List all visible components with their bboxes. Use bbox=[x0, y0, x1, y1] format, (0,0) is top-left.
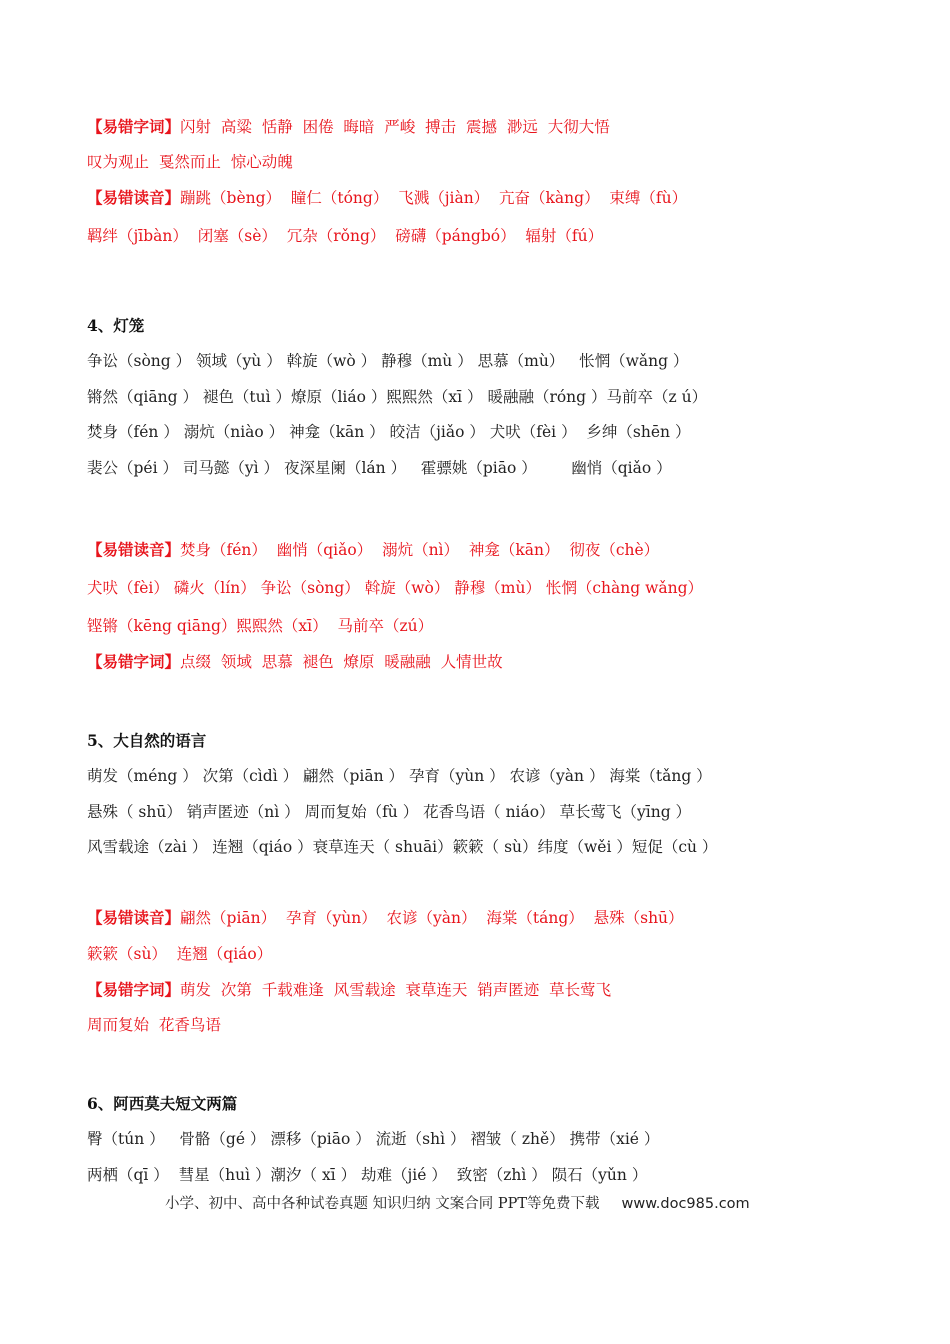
s4-words-text-1: 点缀 领域 思慕 褪色 燎原 暖融融 人情世故 bbox=[180, 653, 503, 671]
s4-line-2: 锵然（qiāng ） 褪色（tuì ）燎原（liáo ）熙熙然（xī ） 暖融融（róng ）马前卒（z ú） bbox=[87, 388, 708, 406]
s4-pron-line-1 bbox=[87, 540, 910, 560]
s4-pron-line-2: 犬吠（fèi） 磷火（lín） 争讼（sòng） 斡旋（wò） 静穆（mù） 怅惘（chàng wǎng） bbox=[87, 579, 704, 597]
s3-words-line-1 bbox=[87, 117, 910, 137]
s5-heading: 5、大自然的语言 bbox=[87, 731, 207, 750]
s6-heading: 6、阿西莫夫短文两篇 bbox=[87, 1094, 238, 1113]
s3-pron-text-1: 蹦跳（bèng） 瞳仁（tóng） 飞溅（jiàn） 亢奋（kàng） 束缚（fù） bbox=[180, 189, 688, 207]
s4-pron-line-3: 铿锵（kēng qiāng）熙熙然（xī） 马前卒（zú） bbox=[87, 617, 434, 635]
s3-words-text-1: 闪射 高粱 恬静 困倦 晦暗 严峻 搏击 震撼 渺远 大彻大悟 bbox=[180, 118, 610, 136]
footer-url[interactable]: www.doc985.com bbox=[621, 1196, 750, 1212]
s3-words-label: 【易错字词】 bbox=[87, 117, 181, 136]
s5-words-line-1 bbox=[87, 980, 910, 1000]
s5-pron-line-2: 簌簌（sù） 连翘（qiáo） bbox=[87, 945, 273, 963]
s6-line-1: 臀（tún ） 骨骼（gé ） 漂移（piāo ） 流逝（shì ） 褶皱（ zhě） 携带（xié ） bbox=[87, 1130, 660, 1148]
s4-line-4: 裴公（péi ） 司马懿（yì ） 夜深星阑（lán ） 霍骠姚（piāo ） 幽悄（qiǎo ） bbox=[87, 459, 672, 477]
s3-pron-line-2 bbox=[87, 226, 910, 246]
s5-words-text-1: 萌发 次第 千载难逢 风雪载途 衰草连天 销声匿迹 草长莺飞 bbox=[180, 981, 612, 999]
s5-words-label: 【易错字词】 bbox=[87, 980, 181, 999]
s4-heading: 4、灯笼 bbox=[87, 316, 145, 335]
s3-pron-label: 【易错读音】 bbox=[87, 188, 181, 207]
footer-text: 小学、初中、高中各种试卷真题 知识归纳 文案合同 PPT等免费下载 bbox=[165, 1196, 600, 1212]
s3-pron-line-1 bbox=[87, 188, 910, 208]
s5-words-line-2: 周而复始 花香鸟语 bbox=[87, 1016, 221, 1034]
s5-pron-label: 【易错读音】 bbox=[87, 908, 181, 927]
s4-pron-text-1: 焚身（fén） 幽悄（qiǎo） 溺炕（nì） 神龛（kān） 彻夜（chè） bbox=[180, 541, 660, 559]
page-footer bbox=[165, 1192, 750, 1213]
s5-line-2: 悬殊（ shū） 销声匿迹（nì ） 周而复始（fù ） 花香鸟语（ niáo） 草长莺飞（yīng ） bbox=[87, 803, 692, 821]
s5-pron-line-1 bbox=[87, 908, 910, 928]
s5-line-3: 风雪载途（zài ） 连翘（qiáo ）衰草连天（ shuāi）簌簌（ sù）纬度（wěi ）短促（cù ） bbox=[87, 838, 718, 856]
s4-pron-label: 【易错读音】 bbox=[87, 540, 181, 559]
s3-words-text-2: 叹为观止 戛然而止 惊心动魄 bbox=[87, 153, 293, 171]
s4-line-3: 焚身（fén ） 溺炕（niào ） 神龛（kān ） 皎洁（jiǎo ） 犬吠（fèi ） 乡绅（shēn ） bbox=[87, 423, 691, 441]
s5-pron-text-1: 翩然（piān） 孕育（yùn） 农谚（yàn） 海棠（táng） 悬殊（shū） bbox=[180, 909, 684, 927]
s5-line-1: 萌发（méng ） 次第（cìdì ） 翩然（piān ） 孕育（yùn ） 农谚（yàn ） 海棠（tǎng ） bbox=[87, 767, 712, 785]
s4-line-1: 争讼（sòng ） 领域（yù ） 斡旋（wò ） 静穆（mù ） 思慕（mù） 怅惘（wǎng ） bbox=[87, 352, 689, 370]
s6-line-2: 两栖（qī ） 彗星（huì ）潮汐（ xī ） 劫难（jié ） 致密（zhì ） 陨石（yǔn ） bbox=[87, 1166, 648, 1184]
s4-words-line-1 bbox=[87, 652, 910, 672]
s4-words-label: 【易错字词】 bbox=[87, 652, 181, 671]
s3-pron-text-2: 羁绊（jībàn） 闭塞（sè） 冗杂（rǒng） 磅礴（pángbó） 辐射（fú） bbox=[87, 227, 604, 245]
s3-words-line-2 bbox=[87, 152, 910, 172]
